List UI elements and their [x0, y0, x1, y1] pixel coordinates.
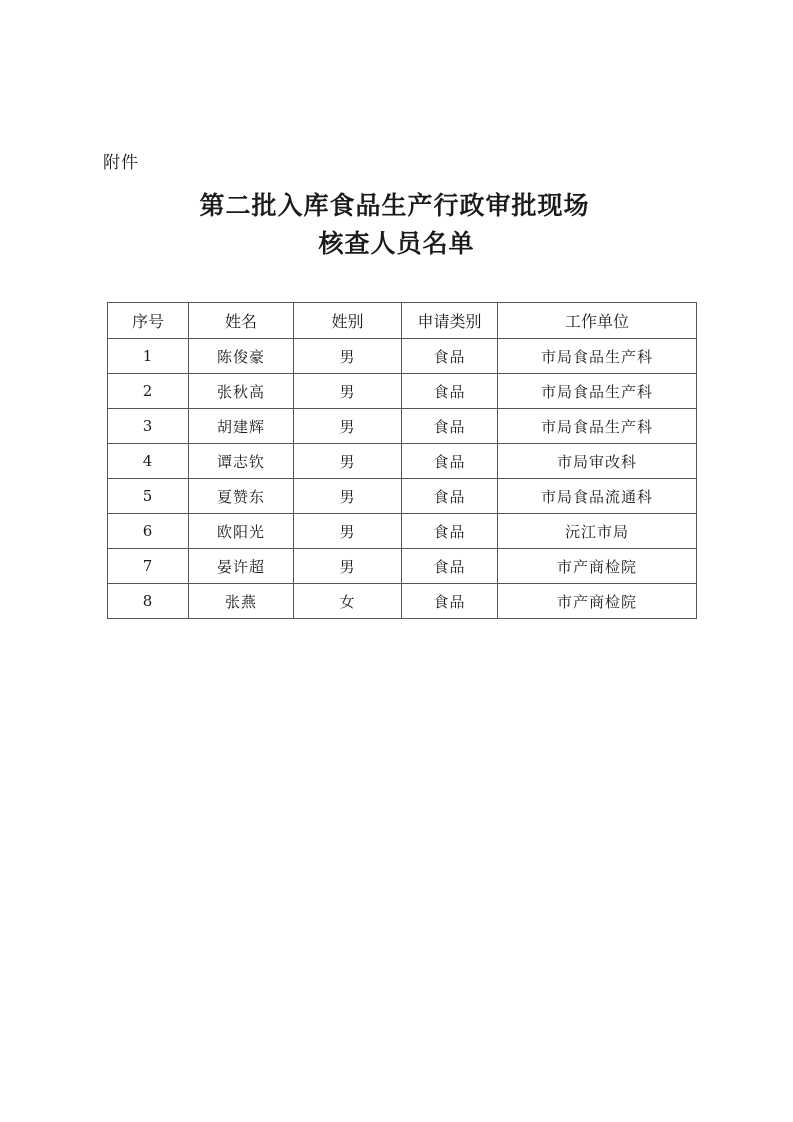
inspector-roster-table — [107, 302, 697, 619]
cell-application-category: 食品 — [402, 409, 498, 444]
cell-application-category: 食品 — [402, 514, 498, 549]
document-title-line-1: 第二批入库食品生产行政审批现场 — [199, 191, 590, 220]
cell-gender: 男 — [294, 339, 402, 374]
table-row — [108, 479, 697, 514]
cell-serial-number: 5 — [108, 479, 189, 514]
cell-gender: 男 — [294, 514, 402, 549]
cell-work-unit: 市产商检院 — [498, 549, 697, 584]
cell-name: 张秋高 — [189, 374, 294, 409]
cell-application-category: 食品 — [402, 479, 498, 514]
document-title-line-2: 核查人员名单 — [318, 229, 475, 258]
table-row — [108, 339, 697, 374]
cell-gender: 女 — [294, 584, 402, 619]
header-gender: 姓别 — [294, 303, 402, 339]
cell-gender: 男 — [294, 444, 402, 479]
cell-name: 谭志钦 — [189, 444, 294, 479]
table-row — [108, 514, 697, 549]
header-work-unit: 工作单位 — [498, 303, 697, 339]
cell-name: 张燕 — [189, 584, 294, 619]
cell-application-category: 食品 — [402, 549, 498, 584]
cell-work-unit: 市局食品生产科 — [498, 409, 697, 444]
cell-application-category: 食品 — [402, 584, 498, 619]
cell-serial-number: 2 — [108, 374, 189, 409]
header-name: 姓名 — [189, 303, 294, 339]
table-row — [108, 549, 697, 584]
cell-name: 胡建辉 — [189, 409, 294, 444]
cell-application-category: 食品 — [402, 444, 498, 479]
cell-work-unit: 市产商检院 — [498, 584, 697, 619]
header-application-category: 申请类别 — [402, 303, 498, 339]
cell-serial-number: 1 — [108, 339, 189, 374]
cell-gender: 男 — [294, 374, 402, 409]
cell-application-category: 食品 — [402, 339, 498, 374]
cell-name: 陈俊豪 — [189, 339, 294, 374]
cell-work-unit: 市局食品生产科 — [498, 339, 697, 374]
cell-gender: 男 — [294, 479, 402, 514]
cell-serial-number: 6 — [108, 514, 189, 549]
cell-gender: 男 — [294, 549, 402, 584]
header-serial-number: 序号 — [108, 303, 189, 339]
cell-name: 欧阳光 — [189, 514, 294, 549]
table-header-row — [108, 303, 697, 339]
cell-application-category: 食品 — [402, 374, 498, 409]
table-row — [108, 374, 697, 409]
cell-serial-number: 3 — [108, 409, 189, 444]
table-row — [108, 584, 697, 619]
table-row — [108, 444, 697, 479]
cell-work-unit: 市局食品生产科 — [498, 374, 697, 409]
cell-gender: 男 — [294, 409, 402, 444]
cell-serial-number: 7 — [108, 549, 189, 584]
cell-work-unit: 市局食品流通科 — [498, 479, 697, 514]
cell-serial-number: 4 — [108, 444, 189, 479]
cell-serial-number: 8 — [108, 584, 189, 619]
attachment-label: 附件 — [103, 153, 139, 173]
table-row — [108, 409, 697, 444]
cell-work-unit: 沅江市局 — [498, 514, 697, 549]
cell-name: 夏赞东 — [189, 479, 294, 514]
cell-work-unit: 市局审改科 — [498, 444, 697, 479]
cell-name: 晏许超 — [189, 549, 294, 584]
